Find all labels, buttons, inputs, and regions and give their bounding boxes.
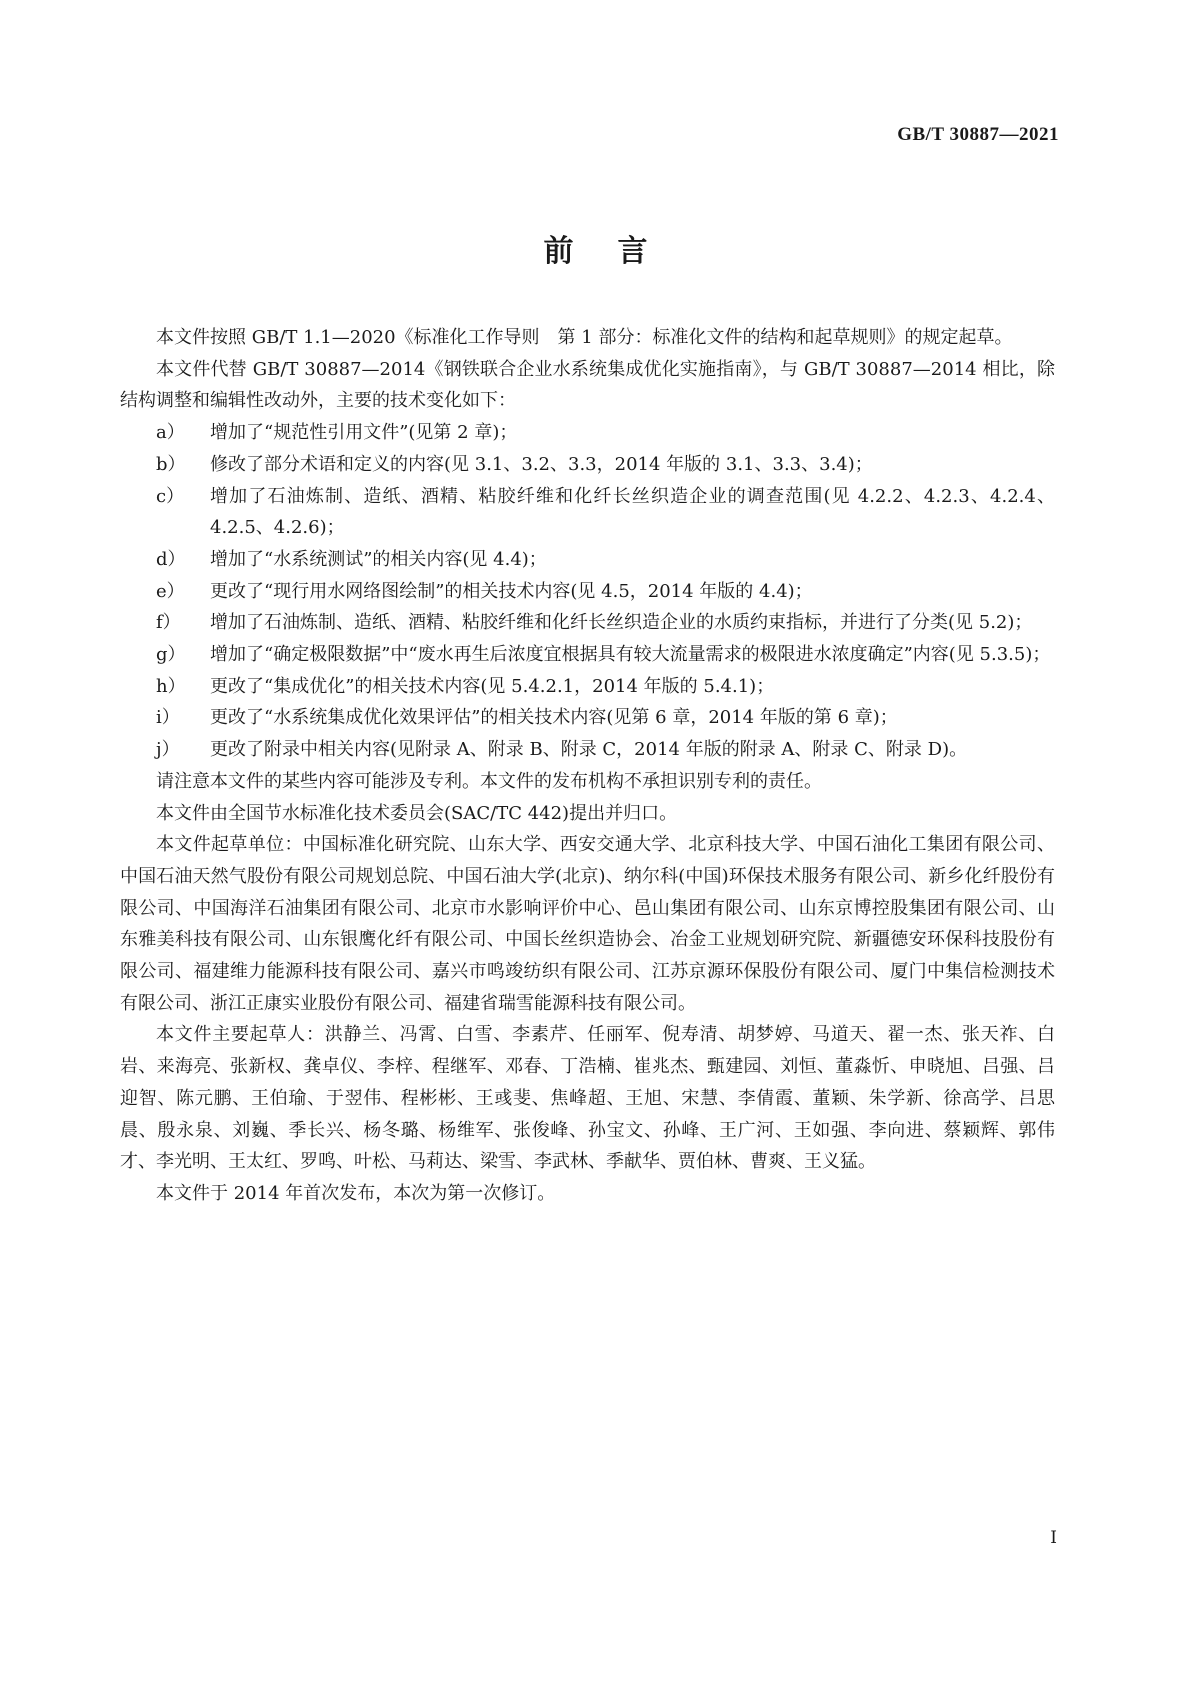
change-item-f	[120, 607, 1055, 639]
paragraph-patent-notice: 请注意本文件的某些内容可能涉及专利。本文件的发布机构不承担识别专利的责任。	[156, 770, 822, 792]
change-item-text: 修改了部分术语和定义的内容(见 3.1、3.2、3.3，2014 年版的 3.1、3.3、3.4)；	[210, 453, 873, 475]
paragraph-basis: 本文件按照 GB/T 1.1—2020《标准化工作导则 第 1 部分：标准化文件的结构和起草规则》的规定起草。	[156, 327, 1013, 348]
change-item-key: c）	[156, 485, 185, 507]
change-item-text: 更改了“集成优化”的相关技术内容(见 5.4.2.1，2014 年版的 5.4.1)；	[210, 675, 775, 697]
paragraph-drafters: 本文件主要起草人：洪静兰、冯霄、白雪、李素芹、任丽军、倪寿清、胡梦婷、马道天、翟一杰、张天祚、白岩、来海亮、张新权、龚卓仪、李梓、程继军、邓春、丁浩楠、崔兆杰、甄建园、刘恒、董淼忻、申晓旭、吕强、吕迎智、陈元鹏、王伯瑜、于翌伟、程彬彬、王彧斐、焦峰超、王旭、宋慧、李倩霞、董颖、朱学新、徐高学、吕思晨、殷永泉、刘巍、季长兴、杨冬璐、杨维军、张俊峰、孙宝文、孙峰、王广河、王如强、李向进、蔡颖辉、郭伟才、李光明、王太红、罗鸣、叶松、马莉达、梁雪、李武林、季献华、贾伯林、曹爽、王义猛。	[120, 1024, 1055, 1173]
change-item-d	[120, 544, 1055, 576]
change-item-text: 增加了“水系统测试”的相关内容(见 4.4)；	[210, 548, 547, 570]
change-item-c	[120, 481, 1055, 544]
change-item-e	[120, 576, 1055, 608]
paragraph-proposer: 本文件由全国节水标准化技术委员会(SAC/TC 442)提出并归口。	[156, 802, 678, 824]
change-item-h	[120, 671, 1055, 703]
paragraph-history: 本文件于 2014 年首次发布，本次为第一次修订。	[156, 1182, 556, 1204]
paragraph-replaces: 本文件代替 GB/T 30887—2014《钢铁联合企业水系统集成优化实施指南》，与 GB/T 30887—2014 相比，除结构调整和编辑性改动外，主要的技术变化如下：	[120, 358, 1055, 412]
change-item-b	[120, 449, 1055, 481]
change-item-text: 更改了附录中相关内容(见附录 A、附录 B、附录 C，2014 年版的附录 A、附录 C、附录 D)。	[210, 739, 968, 761]
paragraph-drafting-units: 本文件起草单位：中国标准化研究院、山东大学、西安交通大学、北京科技大学、中国石油化工集团有限公司、中国石油天然气股份有限公司规划总院、中国石油大学(北京)、纳尔科(中国)环保技术服务有限公司、新乡化纤股份有限公司、中国海洋石油集团有限公司、北京市水影响评价中心、邑山集团有限公司、山东京博控股集团有限公司、山东雅美科技有限公司、山东银鹰化纤有限公司、中国长丝织造协会、冶金工业规划研究院、新疆德安环保科技股份有限公司、福建维力能源科技有限公司、嘉兴市鸣竣纺织有限公司、江苏京源环保股份有限公司、厦门中集信检测技术有限公司、浙江正康实业股份有限公司、福建省瑞雪能源科技有限公司。	[120, 834, 1055, 1014]
document-body	[120, 322, 1055, 1210]
change-item-key: f）	[156, 612, 181, 634]
change-item-text: 增加了“规范性引用文件”(见第 2 章)；	[210, 422, 518, 444]
change-item-text: 增加了石油炼制、造纸、酒精、粘胶纤维和化纤长丝织造企业的水质约束指标，并进行了分类(见 5.2)；	[210, 612, 1033, 634]
page-title: 前言	[543, 234, 692, 269]
change-item-key: a）	[156, 422, 185, 444]
standard-number: GB/T 30887—2021	[897, 124, 1059, 145]
change-item-key: g）	[156, 644, 186, 666]
change-item-key: i）	[156, 707, 180, 729]
change-item-g	[120, 639, 1055, 671]
change-item-key: h）	[156, 675, 186, 697]
change-item-a	[120, 417, 1055, 449]
change-item-key: b）	[156, 453, 186, 475]
change-item-key: d）	[156, 548, 186, 570]
change-item-key: j）	[156, 739, 180, 761]
page-number: I	[1050, 1528, 1057, 1548]
change-item-i	[120, 702, 1055, 734]
change-item-text: 更改了“现行用水网络图绘制”的相关技术内容(见 4.5，2014 年版的 4.4)；	[210, 580, 813, 602]
change-item-key: e）	[156, 580, 185, 602]
change-item-j	[120, 734, 1055, 766]
change-item-text: 更改了“水系统集成优化效果评估”的相关技术内容(见第 6 章，2014 年版的第 6 章)；	[210, 707, 898, 729]
change-item-text: 增加了石油炼制、造纸、酒精、粘胶纤维和化纤长丝织造企业的调查范围(见 4.2.2、4.2.3、4.2.4、4.2.5、4.2.6)；	[210, 485, 1055, 539]
change-item-text: 增加了“确定极限数据”中“废水再生后浓度宜根据具有较大流量需求的极限进水浓度确定”内容(见 5.3.5)；	[210, 644, 1051, 666]
